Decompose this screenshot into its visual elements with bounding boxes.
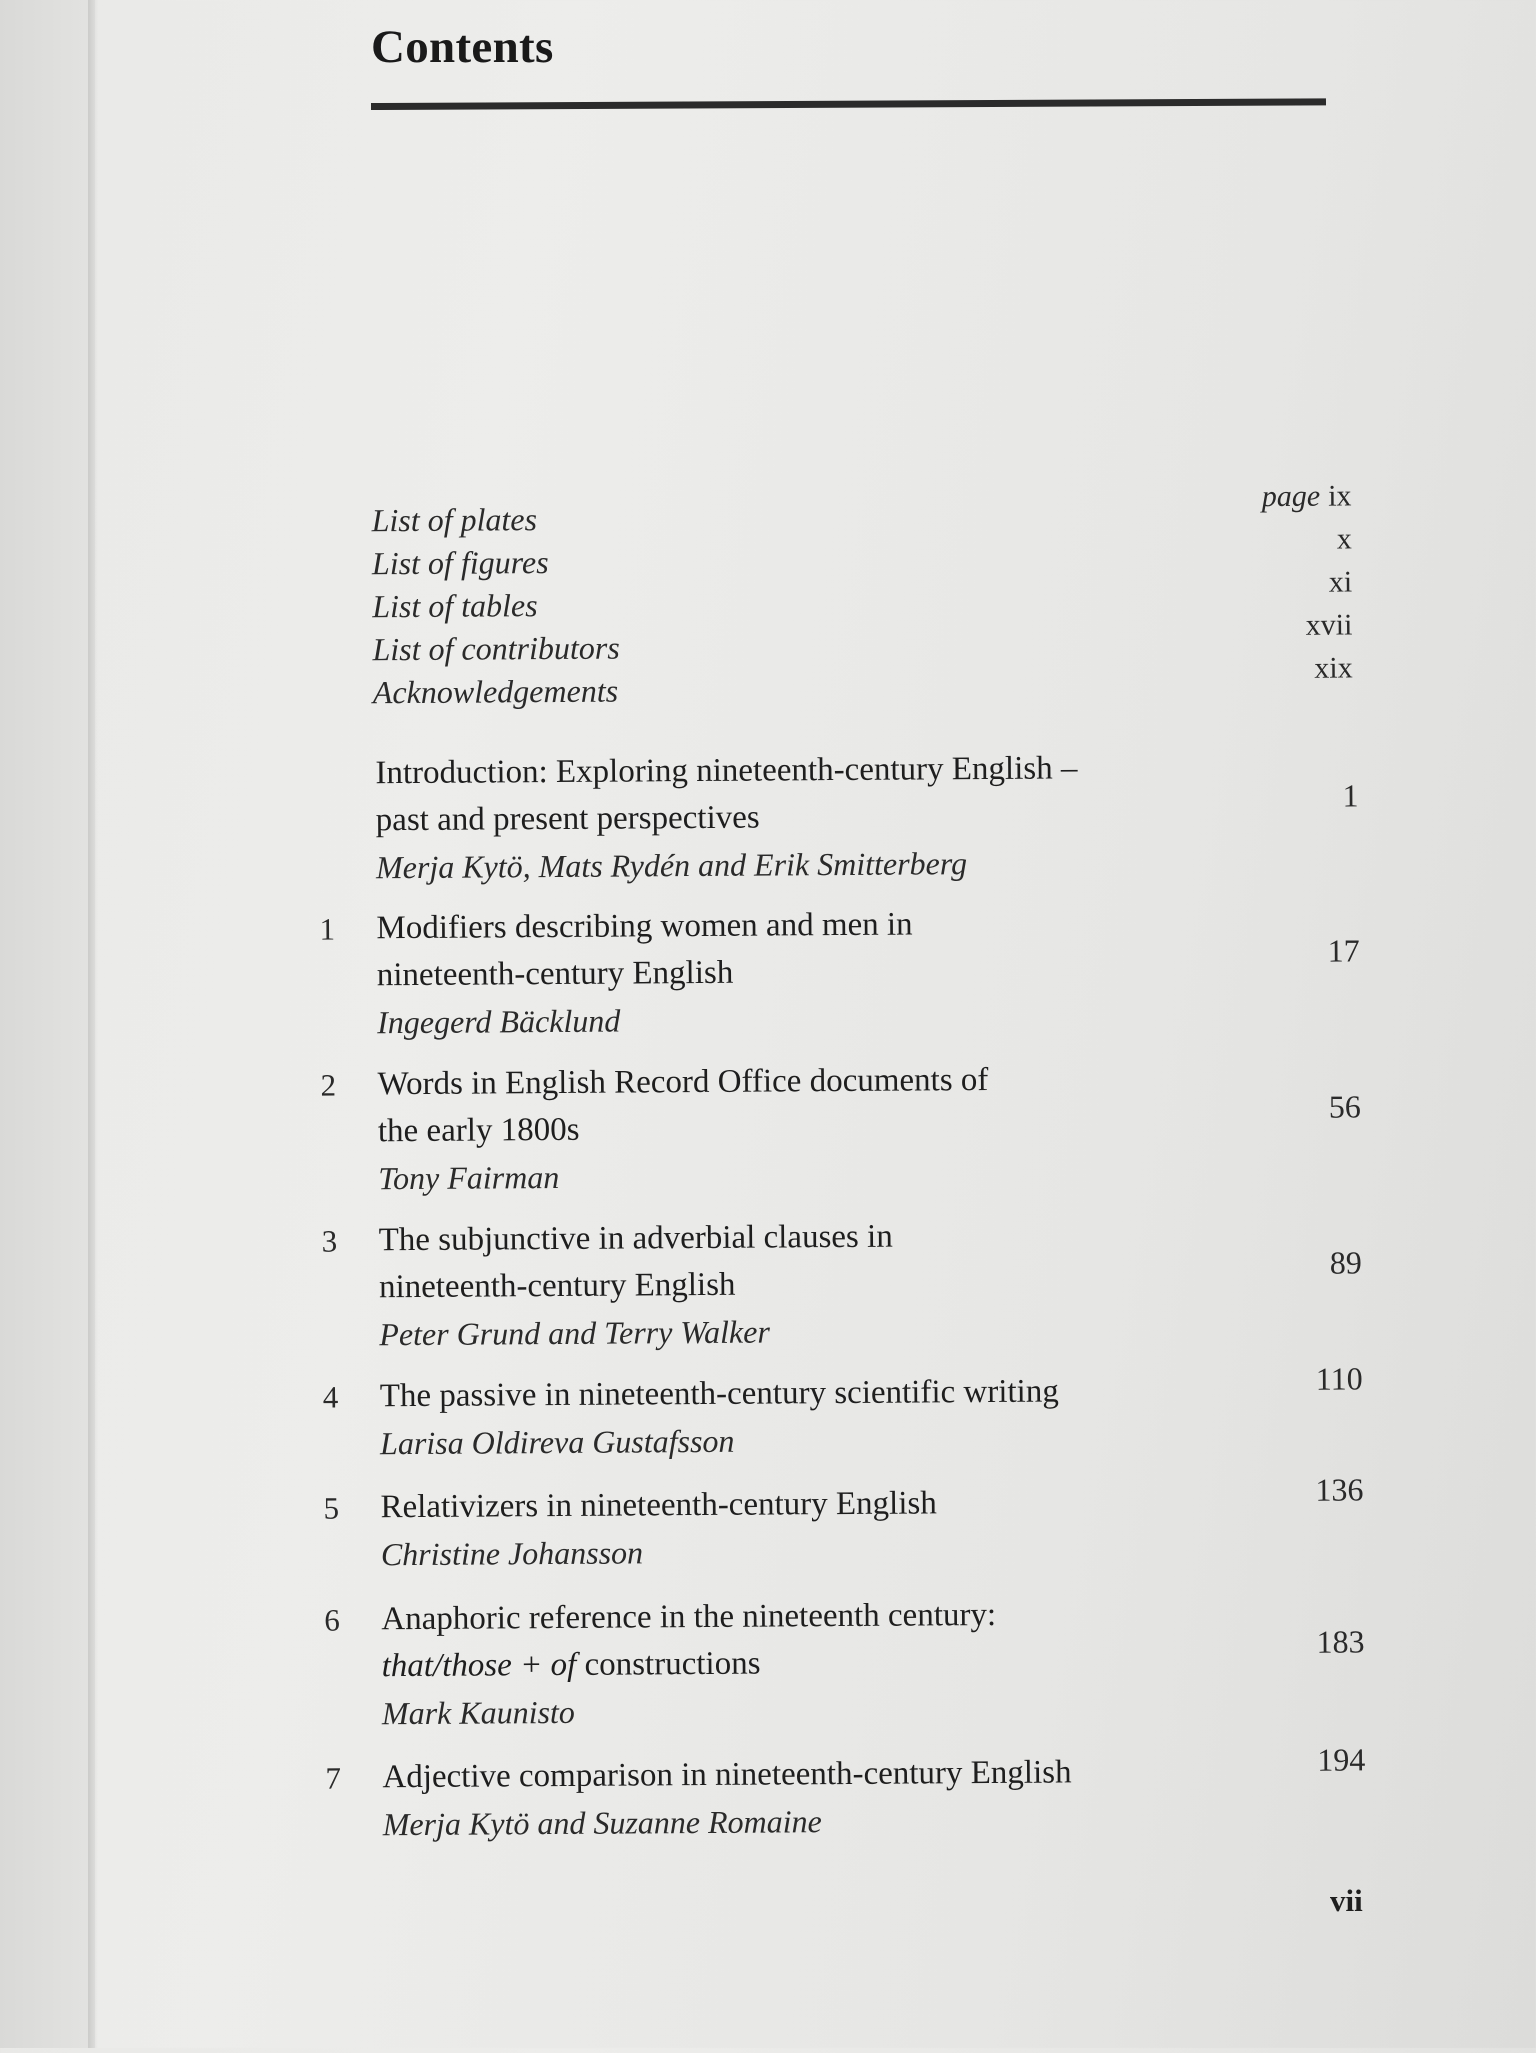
front-matter-page: x (1337, 522, 1352, 556)
front-matter-item (372, 581, 1352, 628)
toc-entry-chapter-7 (325, 1747, 1365, 1754)
chapter-page: 136 (1315, 1471, 1363, 1508)
toc-entry-chapter-5 (323, 1477, 1363, 1484)
page-title: Contents (371, 20, 554, 74)
page-word: page (1262, 480, 1321, 513)
front-matter-item (372, 495, 1352, 542)
chapter-title-line: Adjective comparison in nineteenth-century English (382, 1748, 1232, 1801)
front-matter-label: List of contributors (372, 630, 619, 669)
front-matter-label: List of figures (372, 544, 549, 582)
chapter-authors: Larisa Oldireva Gustafsson (380, 1414, 1230, 1467)
chapter-page: 183 (1316, 1623, 1364, 1660)
chapter-authors: Tony Fairman (378, 1149, 1228, 1202)
page-number: ix (1328, 479, 1352, 512)
front-matter-label: List of tables (372, 587, 538, 625)
chapter-title-rest: constructions (576, 1646, 760, 1683)
chapter-authors: Christine Johansson (381, 1525, 1231, 1578)
chapter-authors: Mark Kaunisto (382, 1684, 1232, 1737)
chapter-title-italic-part: that/those + of (382, 1647, 577, 1684)
chapter-title-line: nineteenth-century English (379, 1258, 1229, 1311)
chapter-page: 1 (1342, 777, 1358, 814)
front-matter-item (373, 667, 1353, 714)
chapter-title-line: the early 1800s (378, 1102, 1228, 1155)
front-matter-label: List of plates (372, 501, 538, 539)
chapter-title-line: Introduction: Exploring nineteenth-century English – (375, 744, 1225, 797)
chapter-page: 110 (1316, 1360, 1363, 1397)
toc-entry-chapter-2 (320, 1054, 1360, 1061)
front-matter-page: xvii (1306, 608, 1353, 642)
toc-entry-chapter-1 (319, 898, 1359, 905)
page-folio: vii (1330, 1883, 1363, 1919)
chapter-page: 194 (1317, 1741, 1365, 1778)
chapter-number: 7 (325, 1760, 365, 1796)
chapter-number: 1 (319, 911, 359, 947)
chapter-title-line: The subjunctive in adverbial clauses in (379, 1211, 1229, 1264)
toc-entry-chapter-3 (322, 1210, 1362, 1217)
chapter-number: 4 (323, 1379, 363, 1415)
chapter-authors: Merja Kytö and Suzanne Romaine (383, 1795, 1233, 1848)
chapter-title-line: Modifiers describing women and men in (376, 899, 1226, 952)
chapter-title-line: past and present perspectives (376, 791, 1226, 844)
chapter-title-line: nineteenth-century English (377, 946, 1227, 999)
chapter-title-line: Anaphoric reference in the nineteenth century: (381, 1590, 1231, 1643)
chapter-title-line (381, 1637, 1231, 1690)
front-matter-item (372, 538, 1352, 585)
chapter-authors: Ingegerd Bäcklund (377, 993, 1227, 1046)
toc-entry-chapter-4 (323, 1366, 1363, 1373)
chapter-page: 56 (1329, 1088, 1361, 1125)
chapter-authors: Merja Kytö, Mats Rydén and Erik Smitterberg (376, 838, 1226, 891)
chapter-title-line: The passive in nineteenth-century scientific writing (380, 1367, 1230, 1420)
chapter-number: 3 (322, 1223, 362, 1259)
front-matter-page: xix (1314, 651, 1353, 685)
front-matter-item (372, 624, 1352, 671)
chapter-title-line: Words in English Record Office documents of (377, 1055, 1227, 1108)
chapter-page: 89 (1330, 1244, 1362, 1281)
chapter-title-line: Relativizers in nineteenth-century English (380, 1478, 1230, 1531)
chapter-authors: Peter Grund and Terry Walker (379, 1305, 1229, 1358)
toc-entry-chapter-6 (324, 1589, 1364, 1596)
chapter-number: 2 (320, 1067, 360, 1103)
front-matter-page (1262, 479, 1352, 514)
toc-entry-introduction (318, 743, 1358, 750)
chapter-page: 17 (1328, 932, 1360, 969)
chapter-number: 6 (324, 1602, 364, 1638)
chapter-number: 5 (323, 1490, 363, 1526)
front-matter-label: Acknowledgements (373, 673, 619, 712)
front-matter-page: xi (1329, 565, 1353, 599)
